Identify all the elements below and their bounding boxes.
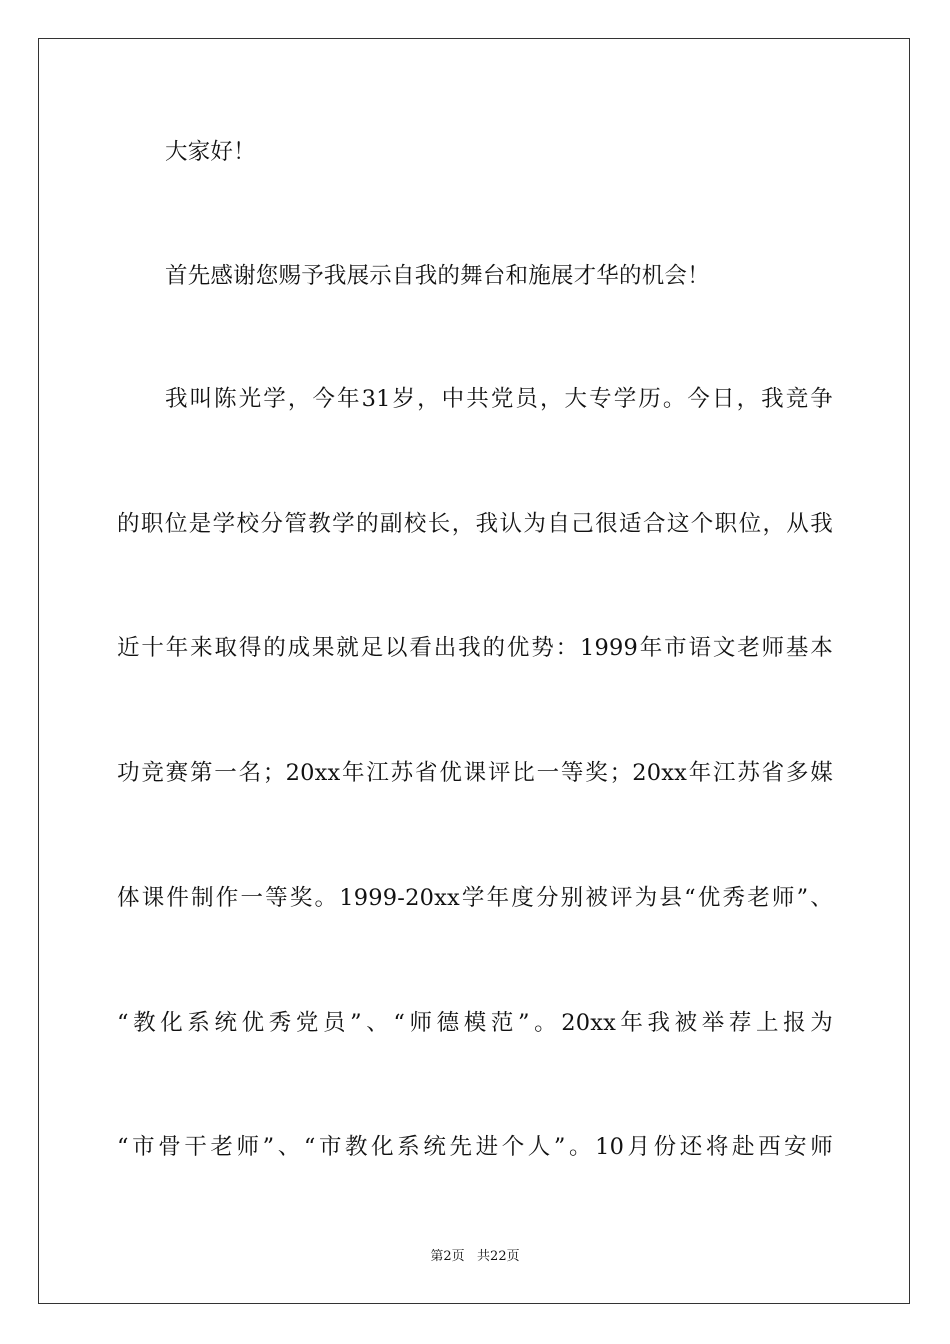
thanks-line: 首先感谢您赐予我展示自我的舞台和施展才华的机会！ — [165, 263, 710, 289]
body-line-1: 我叫陈光学，今年31岁，中共党员，大专学历。今日，我竞争 — [165, 386, 833, 412]
greeting-line: 大家好！ — [165, 139, 256, 165]
body-line-2: 的职位是学校分管教学的副校长，我认为自己很适合这个职位，从我 — [117, 511, 833, 537]
body-line-3: 近十年来取得的成果就足以看出我的优势：1999年市语文老师基本 — [117, 635, 833, 661]
page-number-footer: 第2页 共22页 — [430, 1249, 520, 1264]
body-line-7: “市骨干老师”、“市教化系统先进个人”。10月份还将赴西安师 — [117, 1134, 833, 1160]
body-line-4: 功竞赛第一名；20xx年江苏省优课评比一等奖；20xx年江苏省多媒 — [117, 760, 833, 786]
body-line-6: “教化系统优秀党员”、“师德模范”。20xx年我被举荐上报为 — [117, 1010, 833, 1036]
body-line-5: 体课件制作一等奖。1999-20xx学年度分别被评为县“优秀老师”、 — [117, 885, 833, 911]
page-border — [38, 38, 910, 1304]
